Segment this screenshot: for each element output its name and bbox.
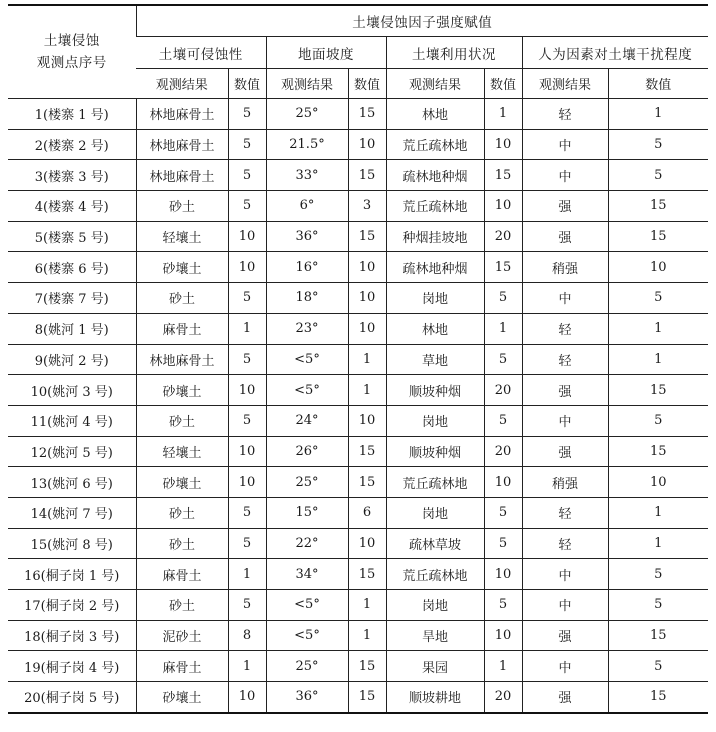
erosion-factor-table	[8, 4, 708, 714]
erodibility-value-cell: 1	[228, 651, 266, 682]
disturbance-result-cell: 强	[522, 682, 608, 713]
disturbance-result-cell: 轻	[522, 497, 608, 528]
erodibility-value-cell: 5	[228, 191, 266, 222]
erodibility-result-cell: 砂壤土	[136, 375, 228, 406]
disturbance-value-cell: 15	[608, 620, 708, 651]
slope-value-cell: 1	[348, 620, 386, 651]
slope-value-cell: 15	[348, 160, 386, 191]
erodibility-value-cell: 5	[228, 497, 266, 528]
erodibility-value-cell: 10	[228, 252, 266, 283]
point-id-cell: 6(楼寨 6 号)	[8, 252, 136, 283]
erodibility-result-cell: 林地麻骨土	[136, 99, 228, 130]
disturbance-value-cell: 5	[608, 405, 708, 436]
table-row	[8, 191, 708, 222]
disturbance-result-cell: 强	[522, 375, 608, 406]
disturbance-result-cell: 中	[522, 559, 608, 590]
land-use-value-cell: 1	[484, 313, 522, 344]
disturbance-result-cell: 稍强	[522, 467, 608, 498]
point-id-cell: 2(楼寨 2 号)	[8, 129, 136, 160]
disturbance-value-cell: 15	[608, 682, 708, 713]
table-row	[8, 221, 708, 252]
slope-result-cell: 26°	[266, 436, 348, 467]
disturbance-result-cell: 中	[522, 590, 608, 621]
point-id-cell: 5(楼寨 5 号)	[8, 221, 136, 252]
disturbance-value-cell: 1	[608, 528, 708, 559]
land-use-value-cell: 5	[484, 528, 522, 559]
land-use-value-cell: 1	[484, 99, 522, 130]
slope-result-cell: 23°	[266, 313, 348, 344]
disturbance-result-cell: 中	[522, 651, 608, 682]
erodibility-value-cell: 8	[228, 620, 266, 651]
sub-value-2: 数值	[348, 69, 386, 99]
slope-value-cell: 10	[348, 129, 386, 160]
slope-value-cell: 15	[348, 651, 386, 682]
table-row	[8, 559, 708, 590]
disturbance-value-cell: 5	[608, 283, 708, 314]
erodibility-value-cell: 5	[228, 129, 266, 160]
disturbance-result-cell: 稍强	[522, 252, 608, 283]
table-row	[8, 252, 708, 283]
row-header-line1: 土壤侵蚀	[43, 33, 100, 49]
slope-result-cell: 36°	[266, 221, 348, 252]
erodibility-result-cell: 砂壤土	[136, 252, 228, 283]
slope-value-cell: 15	[348, 221, 386, 252]
slope-result-cell: <5°	[266, 620, 348, 651]
erodibility-value-cell: 1	[228, 313, 266, 344]
erodibility-value-cell: 5	[228, 283, 266, 314]
point-id-cell: 19(桐子岗 4 号)	[8, 651, 136, 682]
row-header	[8, 5, 136, 99]
land-use-result-cell: 荒丘疏林地	[386, 129, 484, 160]
disturbance-value-cell: 5	[608, 559, 708, 590]
point-id-cell: 3(楼寨 3 号)	[8, 160, 136, 191]
erodibility-result-cell: 轻壤土	[136, 221, 228, 252]
erodibility-result-cell: 林地麻骨土	[136, 344, 228, 375]
erodibility-result-cell: 麻骨土	[136, 313, 228, 344]
point-id-cell: 18(桐子岗 3 号)	[8, 620, 136, 651]
land-use-value-cell: 5	[484, 405, 522, 436]
erodibility-value-cell: 5	[228, 344, 266, 375]
disturbance-result-cell: 强	[522, 221, 608, 252]
slope-result-cell: 25°	[266, 651, 348, 682]
table-row	[8, 283, 708, 314]
disturbance-result-cell: 轻	[522, 99, 608, 130]
disturbance-value-cell: 10	[608, 252, 708, 283]
erodibility-value-cell: 10	[228, 436, 266, 467]
land-use-value-cell: 20	[484, 375, 522, 406]
disturbance-value-cell: 1	[608, 497, 708, 528]
slope-value-cell: 1	[348, 590, 386, 621]
slope-result-cell: 16°	[266, 252, 348, 283]
table-row	[8, 497, 708, 528]
sub-result-2: 观测结果	[266, 69, 348, 99]
land-use-result-cell: 岗地	[386, 590, 484, 621]
land-use-value-cell: 10	[484, 620, 522, 651]
land-use-value-cell: 5	[484, 590, 522, 621]
point-id-cell: 8(姚河 1 号)	[8, 313, 136, 344]
disturbance-value-cell: 10	[608, 467, 708, 498]
table-row	[8, 436, 708, 467]
disturbance-value-cell: 15	[608, 191, 708, 222]
erodibility-result-cell: 麻骨土	[136, 651, 228, 682]
disturbance-result-cell: 中	[522, 160, 608, 191]
point-id-cell: 7(楼寨 7 号)	[8, 283, 136, 314]
slope-value-cell: 1	[348, 344, 386, 375]
point-id-cell: 15(姚河 8 号)	[8, 528, 136, 559]
disturbance-value-cell: 5	[608, 129, 708, 160]
land-use-value-cell: 15	[484, 160, 522, 191]
erodibility-result-cell: 砂壤土	[136, 682, 228, 713]
land-use-result-cell: 种烟挂坡地	[386, 221, 484, 252]
land-use-result-cell: 林地	[386, 313, 484, 344]
sub-result-3: 观测结果	[386, 69, 484, 99]
slope-result-cell: <5°	[266, 590, 348, 621]
slope-result-cell: 25°	[266, 467, 348, 498]
table-row	[8, 620, 708, 651]
land-use-value-cell: 1	[484, 651, 522, 682]
land-use-result-cell: 顺坡种烟	[386, 375, 484, 406]
land-use-value-cell: 20	[484, 436, 522, 467]
sub-value-1: 数值	[228, 69, 266, 99]
disturbance-result-cell: 中	[522, 283, 608, 314]
land-use-result-cell: 草地	[386, 344, 484, 375]
factor-erodibility: 土壤可侵蚀性	[136, 37, 266, 69]
factor-human-disturbance: 人为因素对土壤干扰程度	[522, 37, 708, 69]
table-row	[8, 590, 708, 621]
table-body	[8, 99, 708, 713]
slope-value-cell: 15	[348, 436, 386, 467]
land-use-value-cell: 10	[484, 559, 522, 590]
table-row	[8, 313, 708, 344]
slope-value-cell: 10	[348, 313, 386, 344]
land-use-value-cell: 20	[484, 682, 522, 713]
point-id-cell: 12(姚河 5 号)	[8, 436, 136, 467]
disturbance-value-cell: 1	[608, 344, 708, 375]
land-use-result-cell: 疏林地种烟	[386, 160, 484, 191]
point-id-cell: 16(桐子岗 1 号)	[8, 559, 136, 590]
erodibility-result-cell: 砂土	[136, 191, 228, 222]
erodibility-result-cell: 砂土	[136, 590, 228, 621]
slope-result-cell: 15°	[266, 497, 348, 528]
land-use-result-cell: 岗地	[386, 497, 484, 528]
land-use-result-cell: 疏林地种烟	[386, 252, 484, 283]
slope-result-cell: 21.5°	[266, 129, 348, 160]
disturbance-value-cell: 1	[608, 313, 708, 344]
erodibility-value-cell: 10	[228, 682, 266, 713]
erodibility-result-cell: 砂土	[136, 405, 228, 436]
table-row	[8, 467, 708, 498]
point-id-cell: 20(桐子岗 5 号)	[24, 691, 120, 707]
disturbance-value-cell: 15	[608, 436, 708, 467]
disturbance-value-cell: 5	[608, 160, 708, 191]
land-use-result-cell: 疏林草坡	[386, 528, 484, 559]
slope-value-cell: 15	[348, 559, 386, 590]
erodibility-result-cell: 林地麻骨土	[136, 160, 228, 191]
slope-value-cell: 3	[348, 191, 386, 222]
point-id-cell: 14(姚河 7 号)	[8, 497, 136, 528]
land-use-value-cell: 5	[484, 283, 522, 314]
slope-result-cell: 36°	[266, 682, 348, 713]
disturbance-value-cell: 5	[608, 651, 708, 682]
land-use-value-cell: 20	[484, 221, 522, 252]
erodibility-value-cell: 5	[228, 590, 266, 621]
sub-value-4: 数值	[608, 69, 708, 99]
table-row	[8, 99, 708, 130]
slope-result-cell: 22°	[266, 528, 348, 559]
table-row	[8, 651, 708, 682]
point-id-cell: 11(姚河 4 号)	[8, 405, 136, 436]
slope-value-cell: 10	[348, 528, 386, 559]
table-row	[8, 129, 708, 160]
disturbance-value-cell: 15	[608, 375, 708, 406]
point-id-cell: 4(楼寨 4 号)	[8, 191, 136, 222]
erodibility-value-cell: 5	[228, 160, 266, 191]
point-id-cell: 17(桐子岗 2 号)	[8, 590, 136, 621]
slope-result-cell: 6°	[266, 191, 348, 222]
land-use-value-cell: 15	[484, 252, 522, 283]
land-use-result-cell: 顺坡耕地	[386, 682, 484, 713]
land-use-result-cell: 旱地	[386, 620, 484, 651]
disturbance-value-cell: 15	[608, 221, 708, 252]
erodibility-result-cell: 麻骨土	[136, 559, 228, 590]
row-header-line2: 观测点序号	[36, 55, 107, 71]
disturbance-result-cell: 强	[522, 191, 608, 222]
land-use-value-cell: 5	[484, 344, 522, 375]
erodibility-value-cell: 5	[228, 528, 266, 559]
point-id-cell: 9(姚河 2 号)	[8, 344, 136, 375]
slope-value-cell: 10	[348, 252, 386, 283]
erodibility-result-cell: 泥砂土	[136, 620, 228, 651]
erodibility-result-cell: 林地麻骨土	[136, 129, 228, 160]
land-use-value-cell: 10	[484, 129, 522, 160]
erodibility-result-cell: 砂壤土	[136, 467, 228, 498]
slope-value-cell: 15	[348, 682, 386, 713]
slope-result-cell: 18°	[266, 283, 348, 314]
land-use-result-cell: 顺坡种烟	[386, 436, 484, 467]
point-id-cell: 1(楼寨 1 号)	[8, 99, 136, 130]
erodibility-value-cell: 5	[228, 99, 266, 130]
disturbance-value-cell: 1	[608, 99, 708, 130]
land-use-result-cell: 荒丘疏林地	[386, 559, 484, 590]
factor-land-use: 土壤利用状况	[386, 37, 522, 69]
erodibility-value-cell: 1	[228, 559, 266, 590]
disturbance-result-cell: 轻	[522, 528, 608, 559]
slope-value-cell: 6	[348, 497, 386, 528]
table-row	[8, 528, 708, 559]
slope-value-cell: 10	[348, 405, 386, 436]
land-use-value-cell: 10	[484, 191, 522, 222]
slope-result-cell: 33°	[266, 160, 348, 191]
table-row	[8, 344, 708, 375]
table-row	[8, 375, 708, 406]
land-use-result-cell: 岗地	[386, 283, 484, 314]
land-use-result-cell: 林地	[386, 99, 484, 130]
table-row	[8, 682, 708, 713]
slope-value-cell: 1	[348, 375, 386, 406]
slope-result-cell: 24°	[266, 405, 348, 436]
sub-value-3: 数值	[484, 69, 522, 99]
land-use-result-cell: 果园	[386, 651, 484, 682]
erodibility-value-cell: 10	[228, 375, 266, 406]
disturbance-result-cell: 强	[522, 620, 608, 651]
disturbance-result-cell: 轻	[522, 344, 608, 375]
erodibility-value-cell: 5	[228, 405, 266, 436]
slope-value-cell: 10	[348, 283, 386, 314]
land-use-result-cell: 荒丘疏林地	[386, 191, 484, 222]
disturbance-value-cell: 5	[608, 590, 708, 621]
erodibility-value-cell: 10	[228, 221, 266, 252]
erodibility-result-cell: 砂土	[136, 497, 228, 528]
disturbance-result-cell: 中	[522, 129, 608, 160]
erodibility-result-cell: 砂土	[136, 283, 228, 314]
erodibility-result-cell: 砂土	[136, 528, 228, 559]
land-use-result-cell: 荒丘疏林地	[386, 467, 484, 498]
slope-result-cell: <5°	[266, 344, 348, 375]
group-title: 土壤侵蚀因子强度赋值	[136, 5, 708, 37]
sub-result-4: 观测结果	[522, 69, 608, 99]
erodibility-value-cell: 10	[228, 467, 266, 498]
slope-result-cell: 34°	[266, 559, 348, 590]
land-use-value-cell: 10	[484, 467, 522, 498]
factor-slope: 地面坡度	[266, 37, 386, 69]
table-row	[8, 405, 708, 436]
slope-value-cell: 15	[348, 467, 386, 498]
slope-result-cell: 25°	[266, 99, 348, 130]
table-row	[8, 160, 708, 191]
sub-result-1: 观测结果	[136, 69, 228, 99]
land-use-result-cell: 岗地	[386, 405, 484, 436]
point-id-cell: 10(姚河 3 号)	[8, 375, 136, 406]
erodibility-result-cell: 轻壤土	[136, 436, 228, 467]
slope-value-cell: 15	[348, 99, 386, 130]
disturbance-result-cell: 轻	[522, 313, 608, 344]
disturbance-result-cell: 中	[522, 405, 608, 436]
disturbance-result-cell: 强	[522, 436, 608, 467]
land-use-value-cell: 5	[484, 497, 522, 528]
point-id-cell: 13(姚河 6 号)	[8, 467, 136, 498]
slope-result-cell: <5°	[266, 375, 348, 406]
